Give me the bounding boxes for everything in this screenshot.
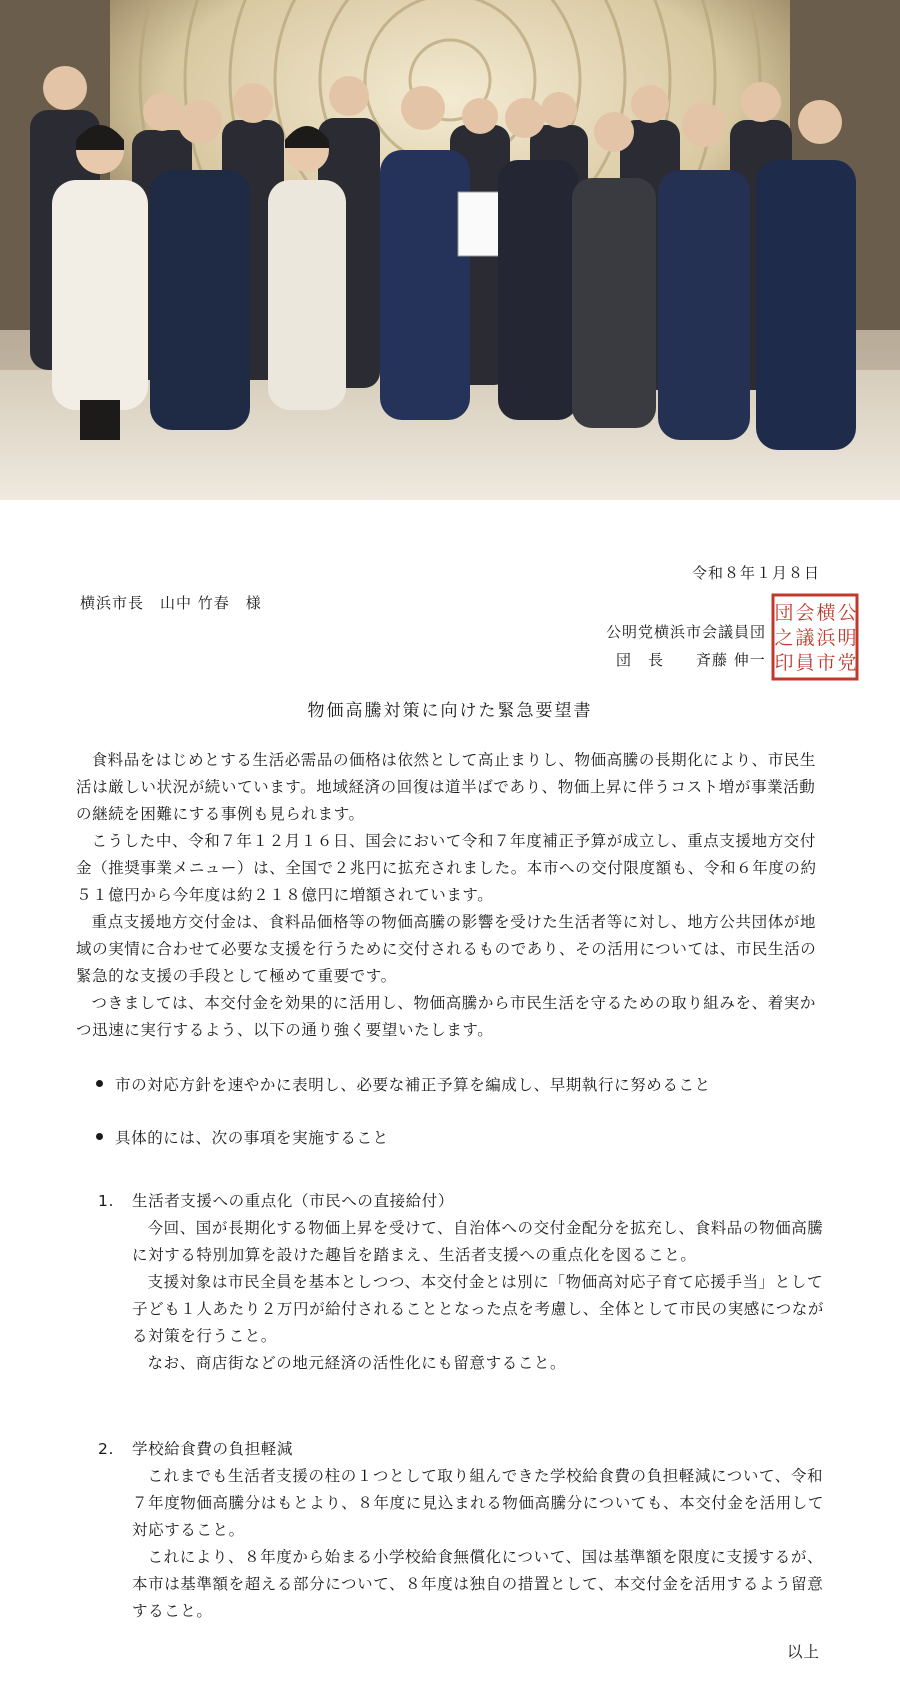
letter-sender [606,618,766,674]
seal-character: 印 [774,652,794,674]
bullet-item [96,1123,836,1150]
item-number: 1. [98,1192,114,1210]
item-paragraph: これにより、８年度から始まる小学校給食無償化について、国は基準額を限度に支援するが、本市は基準額を超える部分について、８年度は独自の措置として、本交付金を活用するよう留意すること。 [132,1548,824,1620]
item-paragraph: 支援対象は市民全員を基本としつつ、本交付金とは別に「物価高対応子育て応援手当」として子ども１人あたり２万円が給付されることとなった点を考慮し、全体として市民の実感につながる対策を行うこと。 [132,1273,824,1345]
seal-character: 団 [774,602,794,624]
request-bullets [96,1070,836,1150]
request-letter [0,500,900,1699]
sender-name: 団 長 斉藤 伸一 [616,651,766,669]
seal-character: 浜 [816,627,836,649]
seal-character: 公 [837,602,857,624]
bullet-item [96,1070,836,1097]
official-seal-stamp [770,592,860,682]
group-photo-illustration [0,0,900,500]
item-number: 2. [98,1440,114,1458]
letter-closing: 以上 [786,1643,820,1661]
letter-addressee: 横浜市長 山中 竹春 様 [80,594,262,612]
body-paragraph: つきましては、本交付金を効果的に活用し、物価高騰から市民生活を守るための取り組みを、着実かつ迅速に実行するよう、以下の通り強く要望いたします。 [76,994,817,1039]
body-paragraph: 重点支援地方交付金は、食料品価格等の物価高騰の影響を受けた生活者等に対し、地方公共団体が地域の実情に合わせて必要な支援を行うために交付されるものであり、その活用については、市民生活の緊急的な支援の手段として極めて重要です。 [76,913,817,985]
item-heading: 生活者支援への重点化（市民への直接給付） [132,1192,455,1210]
item-heading: 学校給食費の負担軽減 [132,1440,294,1458]
numbered-item-1 [98,1188,828,1377]
seal-character: 員 [795,652,815,674]
bullet-dot-icon [96,1133,103,1140]
numbered-item-2 [98,1436,828,1625]
item-paragraph: これまでも生活者支援の柱の１つとして取り組んできた学校給食費の負担軽減について、令和７年度物価高騰分はもとより、８年度に見込まれる物価高騰分についても、本交付金を活用して対応すること。 [132,1467,824,1539]
bullet-text: 具体的には、次の事項を実施すること [115,1128,389,1147]
body-paragraph: こうした中、令和７年１２月１６日、国会において令和７年度補正予算が成立し、重点支援地方交付金（推奨事業メニュー）は、全国で２兆円に拡充されました。本市への交付限度額も、令和６年度の約５１億円から今年度は約２１８億円に増額されています。 [76,832,817,904]
seal-character: 明 [837,627,857,649]
item-paragraph: なお、商店街などの地元経済の活性化にも留意すること。 [147,1354,567,1372]
seal-character: 党 [837,652,857,674]
item-paragraph: 今回、国が長期化する物価上昇を受けて、自治体への交付金配分を拡充し、食料品の物価高騰に対する特別加算を設けた趣旨を踏まえ、生活者支援への重点化を図ること。 [132,1219,824,1264]
seal-character: 会 [795,602,815,624]
letter-title: 物価高騰対策に向けた緊急要望書 [307,701,593,721]
group-photo [0,0,900,500]
seal-character: 横 [816,602,836,624]
letter-body [76,747,828,1044]
body-paragraph: 食料品をはじめとする生活必需品の価格は依然として高止まりし、物価高騰の長期化により、市民生活は厳しい状況が続いています。地域経済の回復は道半ばであり、物価上昇に伴うコスト増が事業活動の継続を困難にする事例も見られます。 [76,751,817,823]
bullet-text: 市の対応方針を速やかに表明し、必要な補正予算を編成し、早期執行に努めること [115,1075,711,1094]
seal-character: 市 [816,652,836,674]
sender-organization: 公明党横浜市会議員団 [606,623,767,641]
bullet-dot-icon [96,1080,103,1087]
letter-date: 令和８年１月８日 [691,564,820,582]
seal-character: 之 [774,627,794,649]
seal-character: 議 [795,627,815,649]
held-document [458,192,504,256]
